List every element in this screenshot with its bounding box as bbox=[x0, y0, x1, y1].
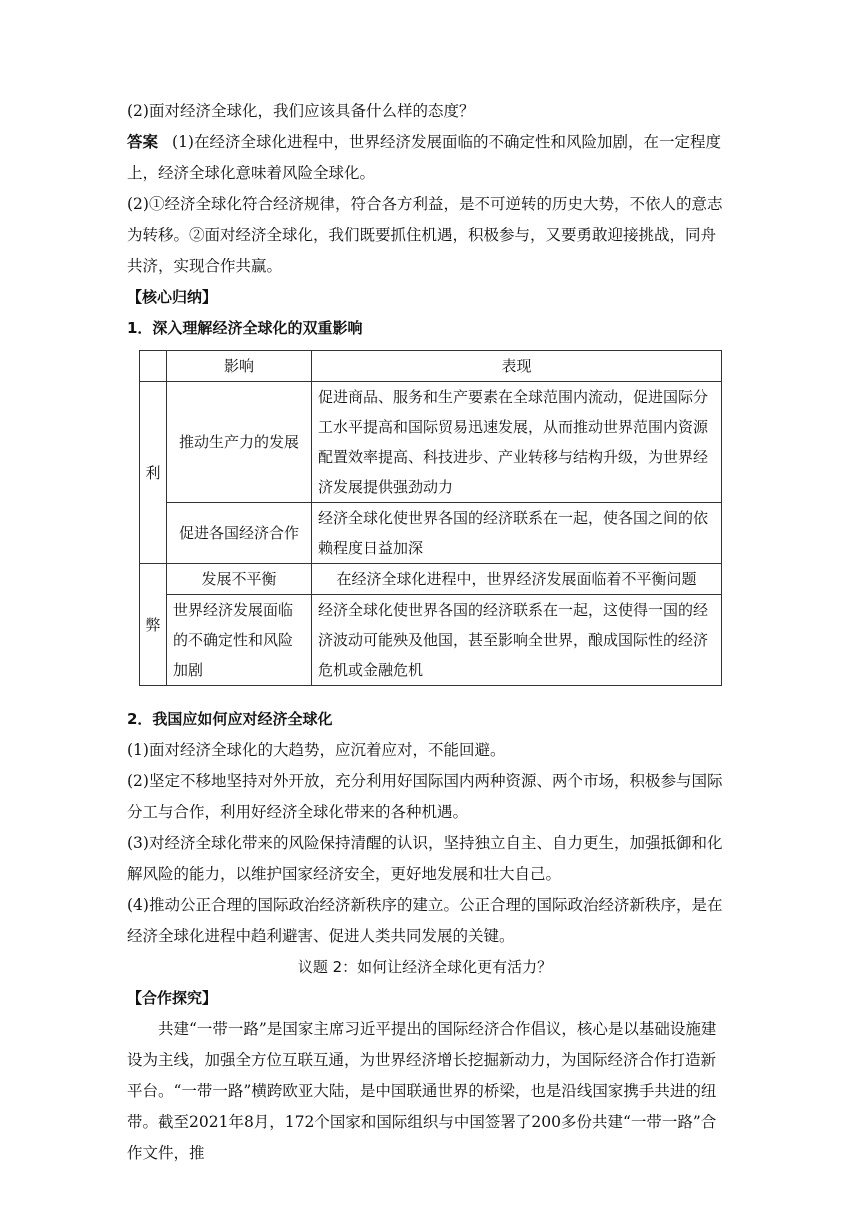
impact-cell: 发展不平衡 bbox=[167, 564, 312, 595]
answer-label: 答案 bbox=[127, 133, 159, 151]
con-label: 弊 bbox=[140, 564, 167, 686]
detail-cell: 经济全球化使世界各国的经济联系在一起，这使得一国的经济波动可能殃及他国，甚至影响全世界，酿成国际性的经济危机或金融危机 bbox=[312, 595, 722, 686]
table-header-cell: 影响 bbox=[167, 351, 312, 382]
impact-table bbox=[139, 350, 722, 686]
detail-cell: 促进商品、服务和生产要素在全球范围内流动，促进国际分工水平提高和国际贸易迅速发展，从而推动世界范围内资源配置效率提高、科技进步、产业转移与结构升级，为世界经济发展提供强劲动力 bbox=[312, 382, 722, 503]
table-row bbox=[140, 503, 722, 564]
answer-1 bbox=[127, 127, 723, 189]
table-row bbox=[140, 595, 722, 686]
table-row bbox=[140, 382, 722, 503]
table-header-cell bbox=[140, 351, 167, 382]
cooperation-paragraph: 共建“一带一路”是国家主席习近平提出的国际经济合作倡议，核心是以基础设施建设为主线，加强全方位互联互通，为世界经济增长挖掘新动力，为国际经济合作打造新平台。“一带一路”横跨欧亚大陆，是中国联通世界的桥梁，也是沿线国家携手共进的纽带。截至2021年8月，172个国家和国际组织与中国签署了200多份共建“一带一路”合作文件，推 bbox=[127, 1020, 717, 1162]
pro-label: 利 bbox=[140, 382, 167, 564]
section-2-item: (3)对经济全球化带来的风险保持清醒的认识，坚持独立自主、自力更生，加强抵御和化解风险的能力，以维护国家经济安全，更好地发展和壮大自己。 bbox=[127, 834, 723, 883]
section-2-item: (4)推动公正合理的国际政治经济新秩序的建立。公正合理的国际政治经济新秩序，是在经济全球化进程中趋利避害、促进人类共同发展的关键。 bbox=[127, 896, 723, 945]
impact-cell: 促进各国经济合作 bbox=[167, 503, 312, 564]
section-2-item: (1)面对经济全球化的大趋势，应沉着应对，不能回避。 bbox=[127, 741, 506, 759]
section-1-title: 1．深入理解经济全球化的双重影响 bbox=[127, 319, 363, 337]
impact-cell: 推动生产力的发展 bbox=[167, 382, 312, 503]
cooperation-heading: 【合作探究】 bbox=[127, 989, 218, 1007]
section-2-title: 2．我国应如何应对经济全球化 bbox=[127, 710, 333, 728]
topic-2-title: 议题 2：如何让经济全球化更有活力？ bbox=[297, 958, 553, 976]
detail-cell: 在经济全球化进程中，世界经济发展面临着不平衡问题 bbox=[312, 564, 722, 595]
answer-1-text: (1)在经济全球化进程中，世界经济发展面临的不确定性和风险加剧，在一定程度上，经济全球化意味着风险全球化。 bbox=[127, 133, 721, 182]
detail-cell: 经济全球化使世界各国的经济联系在一起，使各国之间的依赖程度日益加深 bbox=[312, 503, 722, 564]
table-header-cell: 表现 bbox=[312, 351, 722, 382]
table-header-row bbox=[140, 351, 722, 382]
question-2: (2)面对经济全球化，我们应该具备什么样的态度？ bbox=[127, 102, 475, 120]
section-2-item: (2)坚定不移地坚持对外开放，充分利用好国际国内两种资源、两个市场，积极参与国际分工与合作，利用好经济全球化带来的各种机遇。 bbox=[127, 772, 723, 821]
impact-cell: 世界经济发展面临的不确定性和风险加剧 bbox=[167, 595, 312, 686]
core-summary-heading: 【核心归纳】 bbox=[127, 288, 218, 306]
table-row bbox=[140, 564, 722, 595]
document-page bbox=[127, 96, 723, 1169]
answer-2: (2)①经济全球化符合经济规律，符合各方利益，是不可逆转的历史大势，不依人的意志为转移。②面对经济全球化，我们既要抓住机遇，积极参与，又要勇敢迎接挑战，同舟共济，实现合作共赢。 bbox=[127, 195, 723, 275]
